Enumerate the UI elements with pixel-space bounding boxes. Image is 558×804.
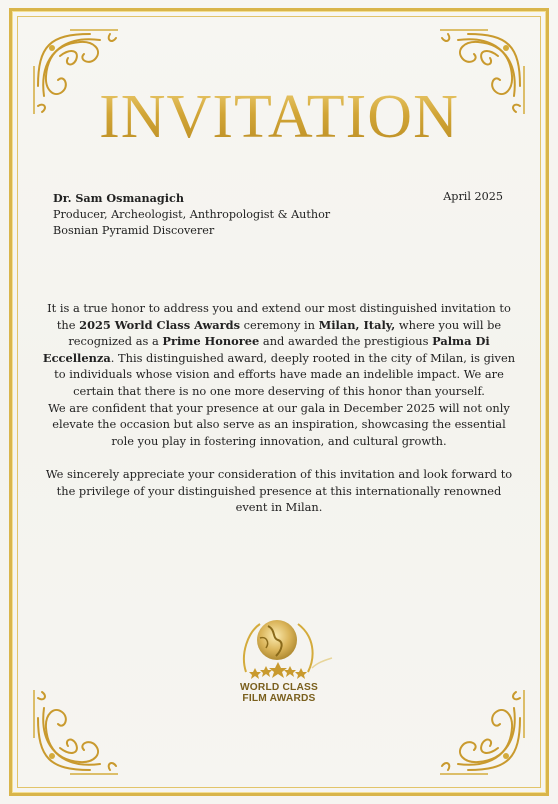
text-run: ceremony in [240,317,319,332]
body-paragraph-3: We sincerely appreciate your consideration of this invitation and look forward to the privilege of your distinguished presence at this internationally renowned event in Milan. [45,466,513,515]
honoree-title: Prime Honoree [162,334,260,349]
text-run: where you will be recognized as a [68,317,502,349]
stars-icon [249,662,307,679]
text-run: and awarded the prestigious [259,334,433,349]
letter-date: April 2025 [443,190,503,203]
body-paragraph-1 [40,300,518,400]
event-name: 2025 World Class Awards [79,317,241,332]
recipient-subtitle: Bosnian Pyramid Discoverer [53,224,215,237]
invitation-title: INVITATION [0,82,558,152]
logo-wordmark [0,682,558,704]
logo-line-1: WORLD CLASS [239,682,319,693]
logo-line-2: FILM AWARDS [242,693,316,704]
body-paragraph-2: We are confident that your presence at our gala in December 2025 will not only elevate the occasion but also serve as an inspiration, showcasing the essential role you play in fostering innovation, and cultural growth. [48,400,510,448]
text-run: . This distinguished award, deeply rooted in the city of Milan, is given to individuals whose vision and efforts have made an indelible impact. We are certain that there is no one more deserving of this honor than yourself. [54,350,516,398]
event-location: Milan, Italy, [318,317,396,332]
recipient-block [53,190,330,240]
recipient-name: Dr. Sam Osmanagich [53,191,184,205]
text-run: It is a true honor to address you and extend our most distinguished invitation to the [47,301,511,332]
letter-body [40,300,518,516]
recipient-role: Producer, Archeologist, Anthropologist & Author [53,207,331,221]
award-name: Palma Di Eccellenza [42,334,490,365]
